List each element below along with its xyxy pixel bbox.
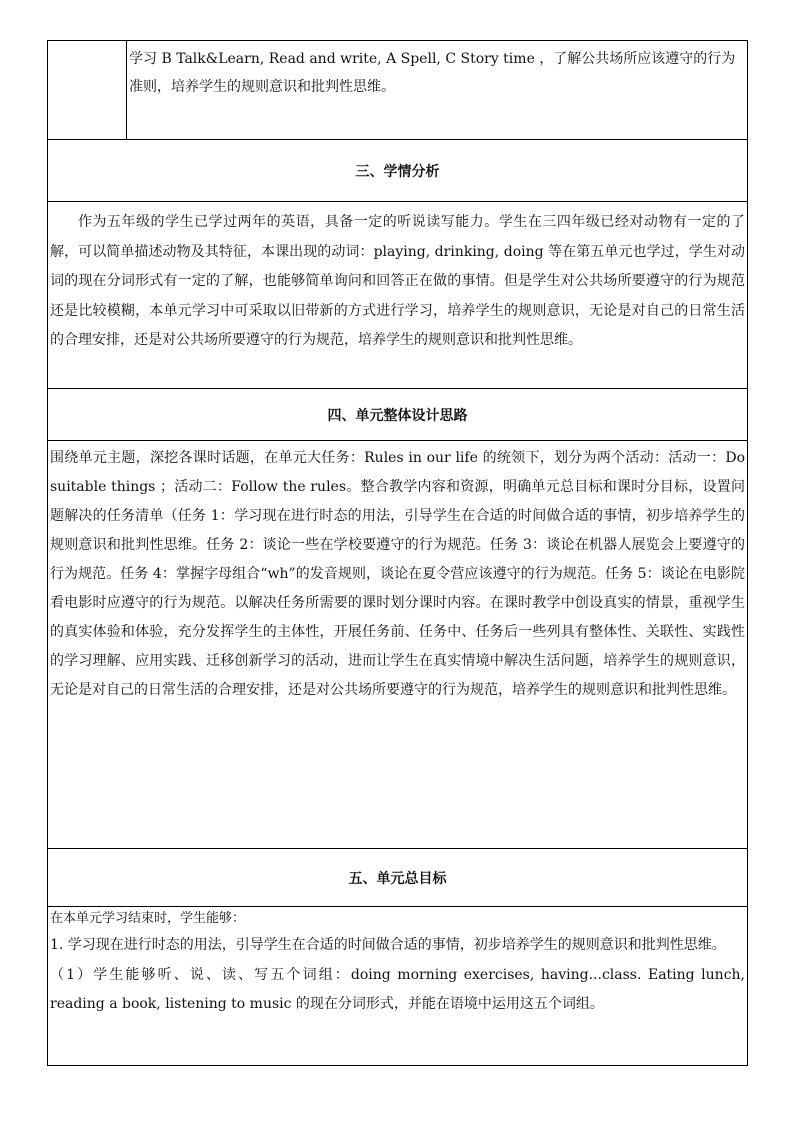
continuation-text: 学习 B Talk&Learn, Read and write, A Spell, C Story time ，了解公共场所应该遵守的行为准则，培养学生的规则意识和批判性思维。 (129, 51, 736, 95)
lesson-plan-table (47, 40, 748, 1066)
section3-title: 三、学情分析 (355, 163, 440, 180)
unit-design-body (48, 441, 747, 849)
goal-1: 1. 学习现在进行时态的用法，引导学生在合适的时间做合适的事情，初步培养学生的规则意识和批判性思维。 (50, 937, 726, 953)
section4-body: 围绕单元主题，深挖各课时话题，在单元大任务：Rules in our life 的统领下，划分为两个活动：活动一：Do suitable things ；活动二：Follow the rules。整合教学内容和资源，明确单元总目标和课时分目标，设置问题解决的任务清单（任务 1：学习现在进行时态的用法，引导学生在合适的时间做合适的事情，初步培养学生的规则意识和批判性思维。任务 2：谈论一些在学校要遵守的行为规范。任务 3：谈论在机器人展览会上要遵守的行为规范。任务 4：掌握字母组合“wh”的发音规则，谈论在夏令营应该遵守的行为规范。任务 5：谈论在电影院看电影时应遵守的行为规范。以解决任务所需要的课时划分课时内容。在课时教学中创设真实的情景，重视学生的真实体验和体验，充分发挥学生的主体性，开展任务前、任务中、任务后一些列具有整体性、关联性、实践性的学习理解、应用实践、迁移创新学习的活动，进而让学生在真实情境中解决生活问题，培养学生的规则意识，无论是对自己的日常生活的合理安排，还是对公共场所要遵守的行为规范，培养学生的规则意识和批判性思维。 (50, 450, 745, 698)
section5-title: 五、单元总目标 (348, 870, 447, 887)
section-heading-learner-analysis (48, 140, 747, 202)
goal-1-sub-1: （1）学生能够听、说、读、写五个词组：doing morning exercises, having...class. Eating lunch, reading a book, listening to music 的现在分词形式，并能在语境中运用这五个词组。 (50, 966, 745, 1012)
unit-goals-body (48, 907, 747, 1066)
empty-label-cell (48, 41, 127, 139)
section-heading-unit-goals (48, 849, 747, 907)
learner-analysis-body (48, 202, 747, 389)
section4-title: 四、单元整体设计思路 (327, 407, 468, 424)
continuation-cell (127, 41, 747, 139)
section-heading-unit-design (48, 389, 747, 441)
goals-intro: 在本单元学习结束时，学生能够： (50, 911, 246, 926)
section3-body: 作为五年级的学生已学过两年的英语，具备一定的听说读写能力。学生在三四年级已经对动物有一定的了解，可以简单描述动物及其特征，本课出现的动词：playing, drinking, doing 等在第五单元也学过，学生对动词的现在分词形式有一定的了解，也能够简单询问和回答正在做的事情。但是学生对公共场所要遵守的行为规范还是比较模糊，本单元学习中可采取以旧带新的方式进行学习，培养学生的规则意识，无论是对自己的日常生活的合理安排，还是对公共场所要遵守的行为规范，培养学生的规则意识和批判性思维。 (50, 214, 745, 348)
continuation-row (48, 41, 747, 140)
